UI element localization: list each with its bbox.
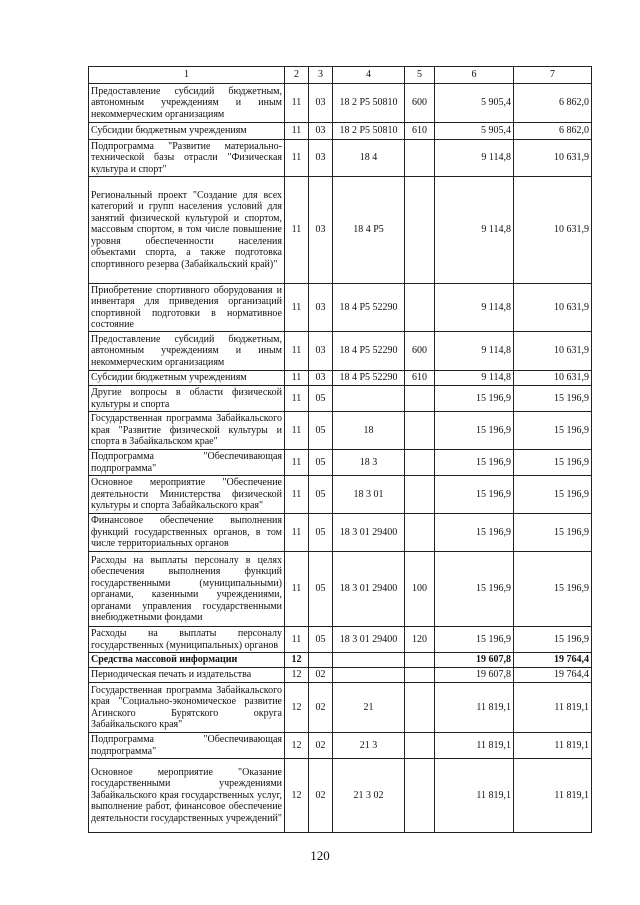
- cell-csr: 21 3 02: [333, 759, 405, 833]
- table-row: [89, 371, 592, 386]
- cell-vr: [405, 668, 435, 683]
- cell-v6: 15 196,9: [435, 514, 514, 552]
- cell-vr: [405, 683, 435, 733]
- cell-v6: 11 819,1: [435, 733, 514, 759]
- cell-rz: 11: [285, 627, 309, 653]
- cell-vr: [405, 284, 435, 332]
- cell-pr: 05: [309, 514, 333, 552]
- cell-v7: 19 764,4: [514, 653, 592, 668]
- cell-pr: 03: [309, 284, 333, 332]
- cell-rz: 12: [285, 759, 309, 833]
- cell-v7: 10 631,9: [514, 284, 592, 332]
- cell-rz: 11: [285, 84, 309, 123]
- cell-vr: [405, 476, 435, 514]
- cell-rz: 11: [285, 284, 309, 332]
- cell-v6: 19 607,8: [435, 653, 514, 668]
- cell-v6: 15 196,9: [435, 476, 514, 514]
- cell-v6: 9 114,8: [435, 140, 514, 177]
- table-row: [89, 653, 592, 668]
- cell-v7: 11 819,1: [514, 733, 592, 759]
- cell-v7: 10 631,9: [514, 332, 592, 371]
- cell-rz: 11: [285, 450, 309, 476]
- cell-csr: 18 3: [333, 450, 405, 476]
- header-cell: 2: [285, 67, 309, 84]
- cell-v6: 9 114,8: [435, 177, 514, 284]
- cell-rz: 11: [285, 552, 309, 627]
- cell-pr: [309, 653, 333, 668]
- table-row: [89, 450, 592, 476]
- cell-name: Приобретение спортивного оборудования и инвентаря для приведения организаций спортивной подготовки в нормативное состояние: [89, 284, 285, 332]
- cell-v7: 10 631,9: [514, 177, 592, 284]
- cell-pr: 03: [309, 371, 333, 386]
- cell-v7: 15 196,9: [514, 450, 592, 476]
- cell-name: Расходы на выплаты персоналу в целях обеспечения выполнения функций государственными (муниципальными) органами, казенными учреждениями, органами управления государственными внебюджетными фондами: [89, 552, 285, 627]
- table-row: [89, 84, 592, 123]
- cell-csr: 18 2 P5 50810: [333, 84, 405, 123]
- cell-rz: 12: [285, 668, 309, 683]
- cell-vr: [405, 386, 435, 412]
- cell-v7: 15 196,9: [514, 552, 592, 627]
- header-cell: 7: [514, 67, 592, 84]
- cell-v6: 15 196,9: [435, 412, 514, 450]
- cell-v6: 5 905,4: [435, 123, 514, 140]
- cell-vr: 610: [405, 371, 435, 386]
- header-cell: 1: [89, 67, 285, 84]
- cell-v6: 11 819,1: [435, 683, 514, 733]
- cell-csr: 18 4: [333, 140, 405, 177]
- cell-rz: 12: [285, 683, 309, 733]
- cell-name: Региональный проект "Создание для всех категорий и групп населения условий для занятий физической культурой и спортом, массовым спортом, в том числе повышение уровня обеспеченности населения объектами спорта, а также подготовка спортивного резерва (Забайкальский край)": [89, 177, 285, 284]
- header-cell: 5: [405, 67, 435, 84]
- table-row: [89, 123, 592, 140]
- cell-pr: 05: [309, 386, 333, 412]
- cell-pr: 02: [309, 759, 333, 833]
- cell-pr: 02: [309, 733, 333, 759]
- cell-rz: 12: [285, 733, 309, 759]
- cell-name: Субсидии бюджетным учреждениям: [89, 371, 285, 386]
- cell-v6: 15 196,9: [435, 386, 514, 412]
- budget-table: [88, 66, 592, 833]
- cell-pr: 03: [309, 123, 333, 140]
- table-row: [89, 412, 592, 450]
- cell-pr: 03: [309, 84, 333, 123]
- cell-name: Средства массовой информации: [89, 653, 285, 668]
- cell-vr: [405, 412, 435, 450]
- table-row: [89, 476, 592, 514]
- cell-v7: 10 631,9: [514, 371, 592, 386]
- table-row: [89, 284, 592, 332]
- cell-rz: 11: [285, 123, 309, 140]
- cell-name: Другие вопросы в области физической культуры и спорта: [89, 386, 285, 412]
- cell-v7: 11 819,1: [514, 759, 592, 833]
- cell-name: Предоставление субсидий бюджетным, автономным учреждениям и иным некоммерческим организациям: [89, 84, 285, 123]
- cell-name: Основное мероприятие "Обеспечение деятельности Министерства физической культуры и спорта Забайкальского края": [89, 476, 285, 514]
- cell-v6: 9 114,8: [435, 371, 514, 386]
- cell-csr: 18 3 01 29400: [333, 627, 405, 653]
- cell-vr: [405, 140, 435, 177]
- table-row: [89, 386, 592, 412]
- cell-pr: 02: [309, 683, 333, 733]
- table-row: [89, 140, 592, 177]
- cell-vr: [405, 733, 435, 759]
- cell-name: Подпрограмма "Обеспечивающая подпрограмма": [89, 733, 285, 759]
- table-row: [89, 733, 592, 759]
- cell-rz: 11: [285, 514, 309, 552]
- table-row: [89, 177, 592, 284]
- cell-csr: 18 2 P5 50810: [333, 123, 405, 140]
- cell-csr: 21: [333, 683, 405, 733]
- cell-name: Расходы на выплаты персоналу государственных (муниципальных) органов: [89, 627, 285, 653]
- cell-name: Подпрограмма "Развитие материально-технической базы отрасли "Физическая культура и спорт": [89, 140, 285, 177]
- cell-v7: 19 764,4: [514, 668, 592, 683]
- cell-name: Периодическая печать и издательства: [89, 668, 285, 683]
- cell-v6: 15 196,9: [435, 627, 514, 653]
- cell-rz: 11: [285, 371, 309, 386]
- cell-name: Предоставление субсидий бюджетным, автономным учреждениям и иным некоммерческим организациям: [89, 332, 285, 371]
- table-row: [89, 759, 592, 833]
- cell-v6: 19 607,8: [435, 668, 514, 683]
- cell-v7: 10 631,9: [514, 140, 592, 177]
- cell-pr: 02: [309, 668, 333, 683]
- cell-pr: 05: [309, 627, 333, 653]
- cell-name: Субсидии бюджетным учреждениям: [89, 123, 285, 140]
- cell-rz: 11: [285, 332, 309, 371]
- cell-csr: 18 4 P5 52290: [333, 284, 405, 332]
- cell-vr: 120: [405, 627, 435, 653]
- cell-csr: [333, 653, 405, 668]
- header-cell: 3: [309, 67, 333, 84]
- cell-pr: 05: [309, 552, 333, 627]
- cell-rz: 12: [285, 653, 309, 668]
- cell-v6: 15 196,9: [435, 552, 514, 627]
- cell-pr: 03: [309, 332, 333, 371]
- table-row: [89, 683, 592, 733]
- cell-csr: [333, 668, 405, 683]
- header-cell: 6: [435, 67, 514, 84]
- cell-rz: 11: [285, 140, 309, 177]
- cell-rz: 11: [285, 386, 309, 412]
- cell-v6: 9 114,8: [435, 332, 514, 371]
- cell-rz: 11: [285, 476, 309, 514]
- cell-pr: 03: [309, 140, 333, 177]
- cell-v7: 15 196,9: [514, 386, 592, 412]
- cell-pr: 05: [309, 476, 333, 514]
- table-row: [89, 514, 592, 552]
- cell-v7: 15 196,9: [514, 514, 592, 552]
- cell-name: Подпрограмма "Обеспечивающая подпрограмма": [89, 450, 285, 476]
- cell-csr: 18 3 01 29400: [333, 552, 405, 627]
- cell-vr: [405, 759, 435, 833]
- cell-csr: 18 4 P5 52290: [333, 371, 405, 386]
- cell-v6: 9 114,8: [435, 284, 514, 332]
- cell-v7: 11 819,1: [514, 683, 592, 733]
- cell-v7: 15 196,9: [514, 627, 592, 653]
- cell-csr: 18 3 01 29400: [333, 514, 405, 552]
- cell-vr: [405, 514, 435, 552]
- cell-name: Финансовое обеспечение выполнения функций государственных органов, в том числе территориальных органов: [89, 514, 285, 552]
- cell-pr: 05: [309, 412, 333, 450]
- table-row: [89, 332, 592, 371]
- cell-v7: 15 196,9: [514, 476, 592, 514]
- header-row: [89, 67, 592, 84]
- cell-csr: 18: [333, 412, 405, 450]
- cell-vr: [405, 177, 435, 284]
- cell-vr: [405, 653, 435, 668]
- cell-csr: 21 3: [333, 733, 405, 759]
- cell-pr: 05: [309, 450, 333, 476]
- cell-csr: 18 4 P5: [333, 177, 405, 284]
- cell-v6: 11 819,1: [435, 759, 514, 833]
- cell-name: Государственная программа Забайкальского края "Социально-экономическое развитие Агинского Бурятского округа Забайкальского края": [89, 683, 285, 733]
- cell-v7: 6 862,0: [514, 84, 592, 123]
- cell-csr: 18 4 P5 52290: [333, 332, 405, 371]
- cell-name: Основное мероприятие "Оказание государственными учреждениями Забайкальского края государственных услуг, выполнение работ, финансовое обеспечение деятельности государственных учреждений": [89, 759, 285, 833]
- cell-v6: 5 905,4: [435, 84, 514, 123]
- cell-v6: 15 196,9: [435, 450, 514, 476]
- table-row: [89, 552, 592, 627]
- cell-csr: [333, 386, 405, 412]
- header-cell: 4: [333, 67, 405, 84]
- cell-vr: [405, 450, 435, 476]
- table-row: [89, 668, 592, 683]
- cell-v7: 15 196,9: [514, 412, 592, 450]
- cell-rz: 11: [285, 412, 309, 450]
- page-number: 120: [310, 848, 330, 863]
- cell-name: Государственная программа Забайкальского края "Развитие физической культуры и спорта в Забайкальском крае": [89, 412, 285, 450]
- cell-vr: 100: [405, 552, 435, 627]
- table-row: [89, 627, 592, 653]
- cell-csr: 18 3 01: [333, 476, 405, 514]
- cell-vr: 600: [405, 84, 435, 123]
- cell-pr: 03: [309, 177, 333, 284]
- cell-v7: 6 862,0: [514, 123, 592, 140]
- cell-vr: 610: [405, 123, 435, 140]
- cell-rz: 11: [285, 177, 309, 284]
- cell-vr: 600: [405, 332, 435, 371]
